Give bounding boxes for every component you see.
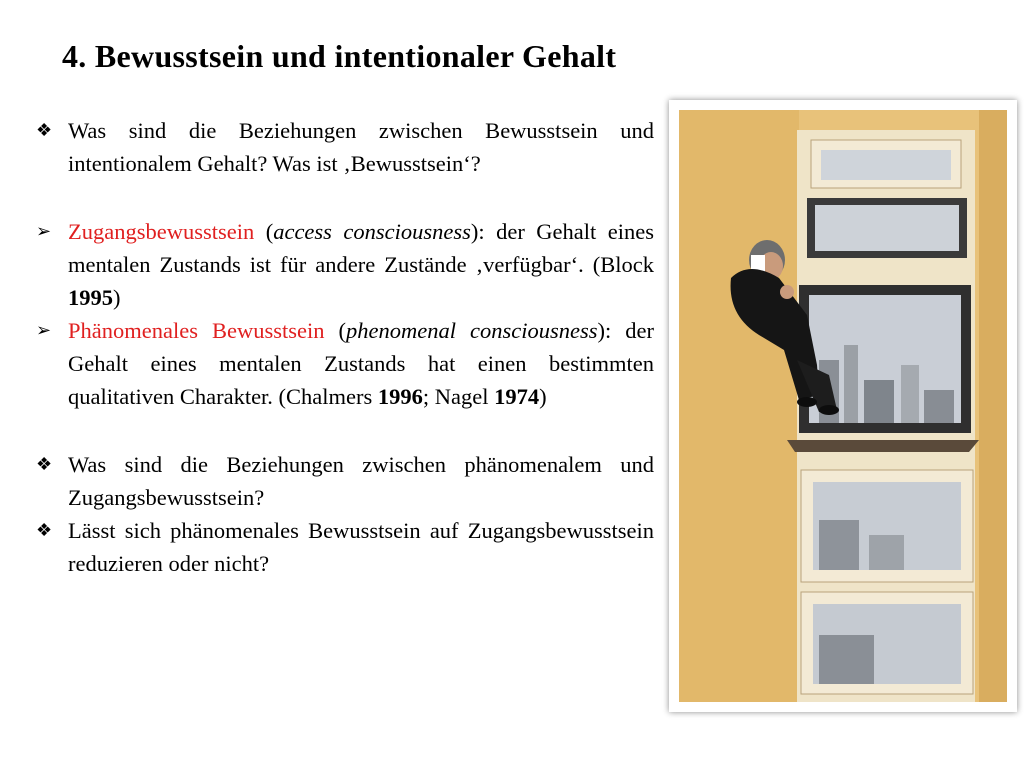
term-access: Zugangsbewusstsein [68,219,255,244]
bullet-item-question-1 [36,114,654,180]
text: ): der Gehalt eines mentalen Zustands hat einen bestimmten qualitativen Charakter. (Chalmers [68,318,654,409]
slide-title: 4. Bewusstsein und intentionaler Gehalt [62,38,617,74]
bullet-text: Was sind die Beziehungen zwischen phänomenalem und Zugangsbewusstsein? [68,452,654,510]
bullet-list [36,114,654,580]
text: ) [113,285,121,310]
photo-man-sitting-on-window-ledge-icon [679,110,1007,702]
bullet-text: Lässt sich phänomenales Bewusstsein auf Zugangsbewusstsein reduzieren oder nicht? [68,518,654,576]
text: ( [324,318,347,343]
year: 1996 [377,384,423,409]
text: ): der Gehalt eines mentalen Zustands ist für andere Zustände ‚verfügbar‘. (Block [68,219,654,277]
diamond-bullet-icon: ❖ [36,520,53,540]
year: 1974 [494,384,540,409]
year: 1995 [68,285,113,310]
term-phenomenal: Phänomenales Bewusstsein [68,318,325,343]
bullet-item-question-2 [36,448,654,514]
text: ) [539,384,547,409]
diamond-bullet-icon: ❖ [36,120,53,140]
term-english: access consciousness [273,219,471,244]
arrow-bullet-icon: ➢ [36,221,52,241]
text: ( [254,219,274,244]
bullet-item-phenomenal-consciousness [36,314,654,413]
bullet-item-access-consciousness [36,215,654,314]
photo-frame [669,100,1017,712]
text: ; Nagel [422,384,495,409]
bullet-text: Was sind die Beziehungen zwischen Bewusstsein und intentionalem Gehalt? Was ist ‚Bewusstsein‘? [68,118,654,176]
term-english: phenomenal consciousness [346,318,598,343]
bullet-item-question-3 [36,514,654,580]
arrow-bullet-icon: ➢ [36,320,52,340]
diamond-bullet-icon: ❖ [36,454,53,474]
